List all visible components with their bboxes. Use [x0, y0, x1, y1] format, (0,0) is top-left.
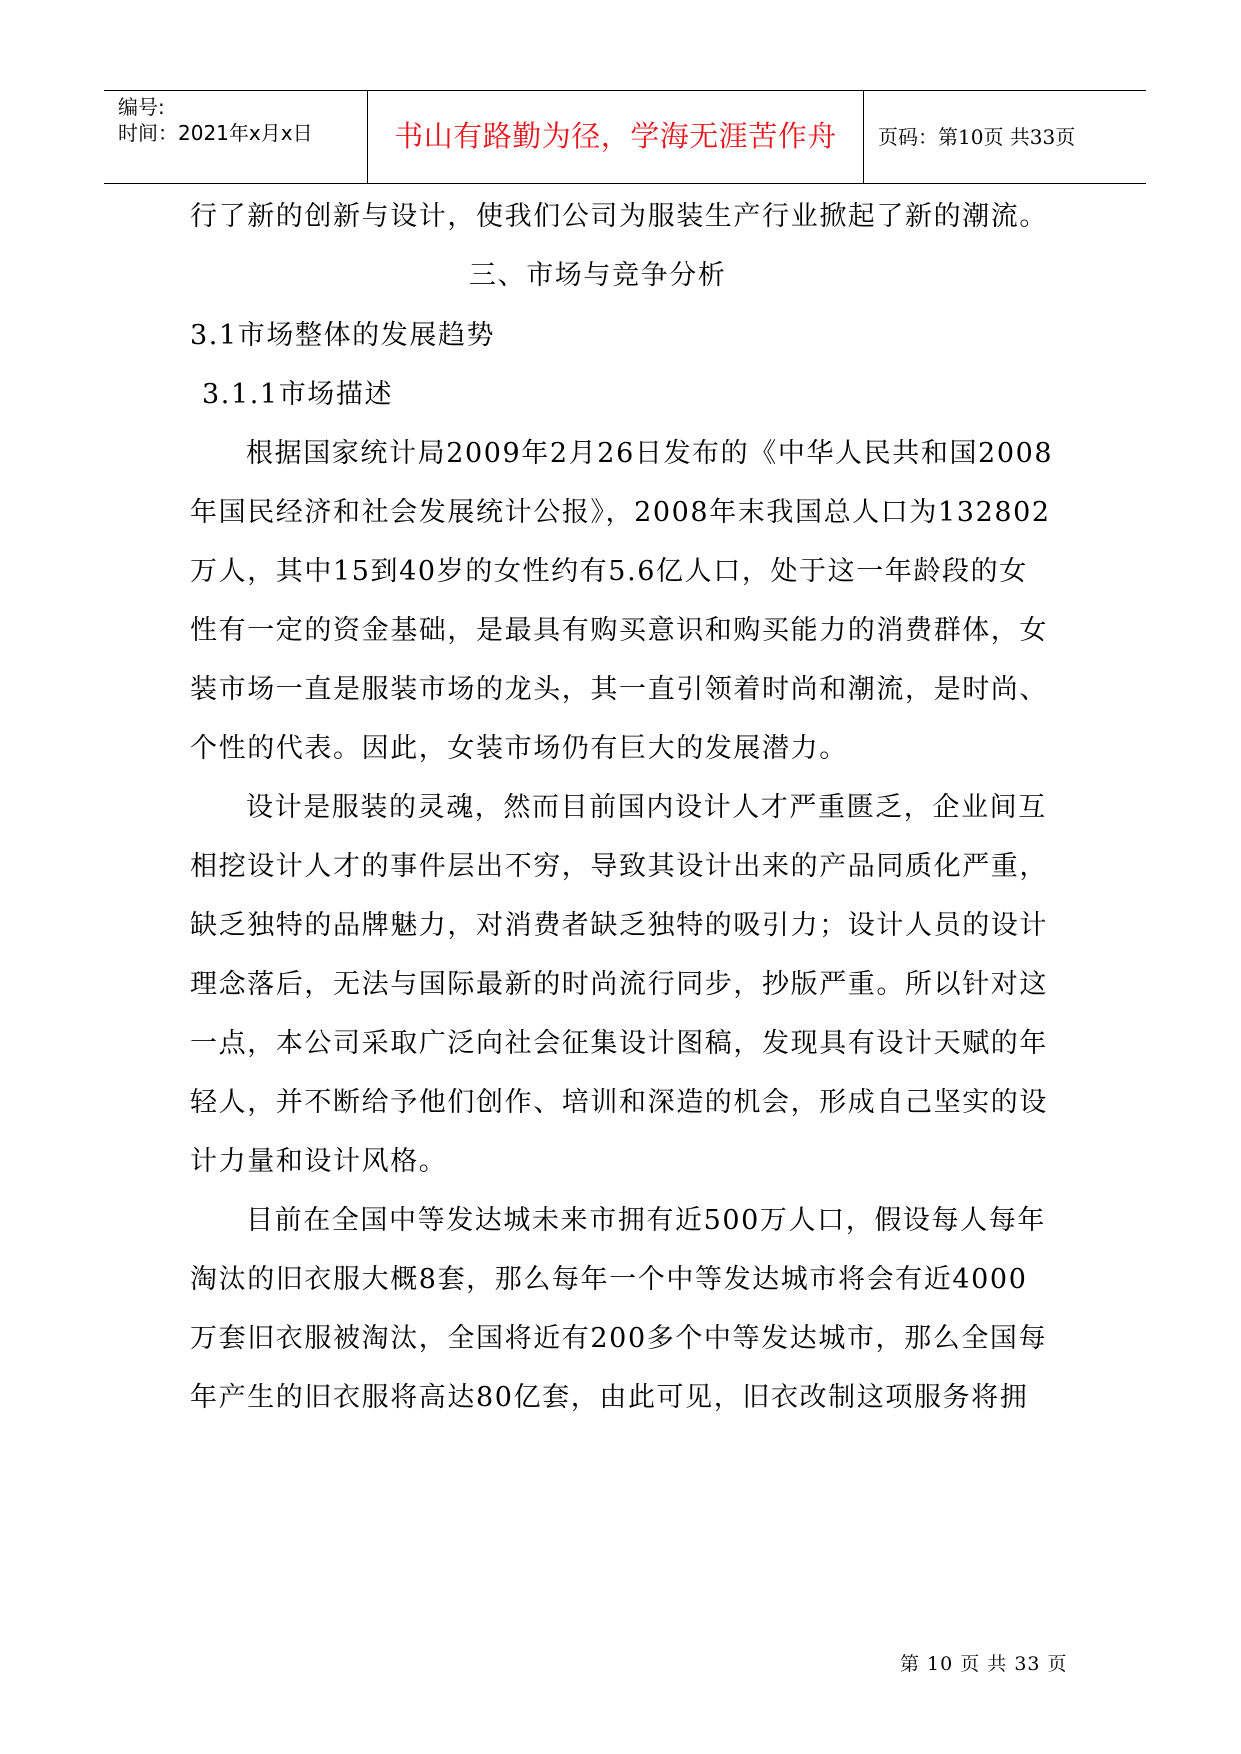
paragraph-line: 装市场一直是服装市场的龙头，其一直引领着时尚和潮流，是时尚、 [190, 674, 1048, 705]
paragraph-line: 行了新的创新与设计，使我们公司为服装生产行业掀起了新的潮流。 [190, 201, 1048, 232]
paragraph-line: 一点，本公司采取广泛向社会征集设计图稿，发现具有设计天赋的年 [190, 1028, 1048, 1059]
motto-text: 书山有路勤为径，学海无涯苦作舟 [394, 119, 837, 153]
subsubsection-heading: 3.1.1市场描述 [202, 379, 394, 410]
paragraph-line: 缺乏独特的品牌魅力，对消费者缺乏独特的吸引力；设计人员的设计 [190, 910, 1048, 941]
paragraph-line: 万套旧衣服被淘汰，全国将近有200多个中等发达城市，那么全国每 [190, 1323, 1048, 1354]
header-meta-cell [104, 91, 368, 183]
paragraph-line: 理念落后，无法与国际最新的时尚流行同步，抄版严重。所以针对这 [190, 969, 1048, 1000]
document-time-label: 时间：2021年x月x日 [118, 121, 313, 145]
paragraph-line: 目前在全国中等发达城未来市拥有近500万人口，假设每人每年 [246, 1205, 1046, 1236]
paragraph-line: 轻人，并不断给予他们创作、培训和深造的机会，形成自己坚实的设 [190, 1087, 1048, 1118]
paragraph-line: 淘汰的旧衣服大概8套，那么每年一个中等发达城市将会有近4000 [190, 1264, 1028, 1295]
header-page-code: 页码：第10页 共33页 [878, 125, 1076, 149]
paragraph-line: 个性的代表。因此，女装市场仍有巨大的发展潜力。 [190, 733, 848, 764]
paragraph-line: 万人，其中15到40岁的女性约有5.6亿人口，处于这一年龄段的女 [190, 556, 1028, 587]
paragraph-line: 相挖设计人才的事件层出不穷，导致其设计出来的产品同质化严重， [190, 851, 1048, 882]
paragraph-line: 性有一定的资金基础，是最具有购买意识和购买能力的消费群体，女 [190, 615, 1048, 646]
paragraph-line: 计力量和设计风格。 [190, 1146, 448, 1177]
header-motto-cell [368, 91, 864, 183]
subsection-heading: 3.1市场整体的发展趋势 [190, 320, 496, 351]
section-heading: 三、市场与竞争分析 [469, 260, 727, 291]
paragraph-line: 根据国家统计局2009年2月26日发布的《中华人民共和国2008 [246, 438, 1054, 469]
document-header [104, 90, 1146, 184]
page-footer: 第 10 页 共 33 页 [900, 1653, 1068, 1675]
paragraph-line: 年产生的旧衣服将高达80亿套，由此可见，旧衣改制这项服务将拥 [190, 1382, 1029, 1413]
header-page-cell [864, 91, 1146, 183]
paragraph-line: 设计是服装的灵魂，然而目前国内设计人才严重匮乏，企业间互 [246, 792, 1047, 823]
document-number-label: 编号: [118, 95, 165, 119]
paragraph-line: 年国民经济和社会发展统计公报》，2008年末我国总人口为132802 [190, 497, 1051, 528]
